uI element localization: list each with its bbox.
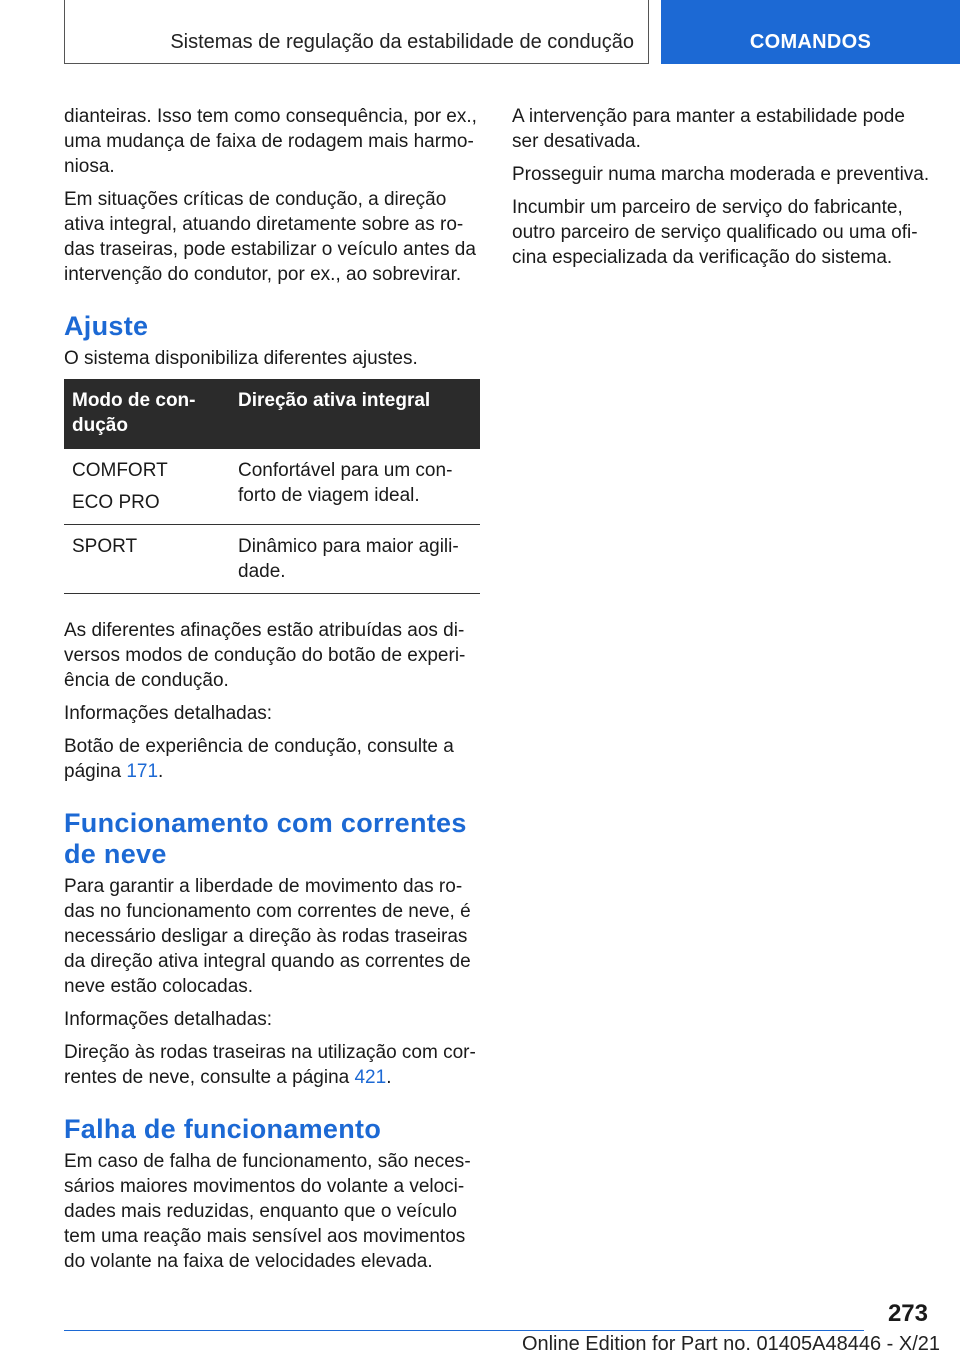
chapter-tab-label: COMANDOS [749,31,872,53]
mode-label: ECO PRO [72,492,160,513]
settings-table [64,379,480,594]
paragraph: Em situações críticas de condução, a direção ativa integral, atuando diretamente sobre as rodas traseiras, pode estabilizar o veículo antes da intervenção do condutor, por ex., ao sobrevirar. [64,189,476,285]
paragraph: Em caso de falha de funcionamento, são necessários maiores movimentos do volante a velocidades mais reduzidas, enquanto que o veículo tem uma reação mais sensível aos movimentos do volante na faixa de velocidades elevada. [64,1151,471,1272]
heading-ajuste: Ajuste [64,311,149,341]
table-row [64,525,480,594]
page-number: 273 [887,1300,928,1327]
paragraph: O sistema disponibiliza diferentes ajustes. [64,348,418,369]
heading-malfunction: Falha de funcionamento [64,1114,382,1144]
reference-paragraph [64,734,480,784]
paragraph: Informações detalhadas: [64,1009,273,1030]
table-cell-description: Dinâmico para maior agilidade. [230,525,480,594]
table-cell-description: Confortável para um conforto de viagem ideal. [230,449,480,525]
paragraph: As diferentes afinações estão atribuídas aos diversos modos de condução do botão de experiência de condução. [64,620,466,691]
footer-divider [64,1330,864,1331]
reference-paragraph [64,1040,480,1090]
reference-text: Botão de experiência de condução, consulte a página [64,736,454,782]
table-cell-mode [64,449,230,525]
left-column [64,104,480,1282]
page-link[interactable]: 171 [126,761,159,782]
table-row [64,449,480,525]
table-header-cell: Direção ativa integral [230,379,480,449]
chapter-tab[interactable] [661,0,960,64]
paragraph: Para garantir a liberdade de movimento das rodas no funcionamento com correntes de neve, é necessário desligar a direção às rodas traseiras da direção ativa integral quando as correntes de neve estão colocadas. [64,876,471,997]
paragraph: Incumbir um parceiro de serviço do fabricante, outro parceiro de serviço qualificado ou uma oficina especializada da verificação do sistema. [512,197,918,268]
paragraph: Prosseguir numa marcha moderada e preventiva. [512,164,930,185]
right-column [512,104,932,278]
heading-snow-chains: Funcionamento com correntes de neve [64,808,467,869]
mode-label: SPORT [72,536,138,557]
table-header-row [64,379,480,449]
reference-end: . [386,1067,392,1088]
section-title: Sistemas de regulação da estabilidade de condução [170,31,634,53]
reference-text: Direção às rodas traseiras na utilização com correntes de neve, consulte a página [64,1042,476,1088]
edition-footer: Online Edition for Part no. 01405A48446 - X/21 [521,1333,940,1355]
table-cell-mode [64,525,230,594]
reference-end: . [158,761,164,782]
paragraph: A intervenção para manter a estabilidade pode ser desativada. [512,106,905,152]
mode-label: COMFORT [72,460,168,481]
page-link[interactable]: 421 [354,1067,387,1088]
running-header [64,0,649,64]
paragraph: Informações detalhadas: [64,703,273,724]
paragraph: dianteiras. Isso tem como consequência, por ex., uma mudança de faixa de rodagem mais harmoniosa. [64,106,477,177]
table-header-cell: Modo de condução [64,379,230,449]
